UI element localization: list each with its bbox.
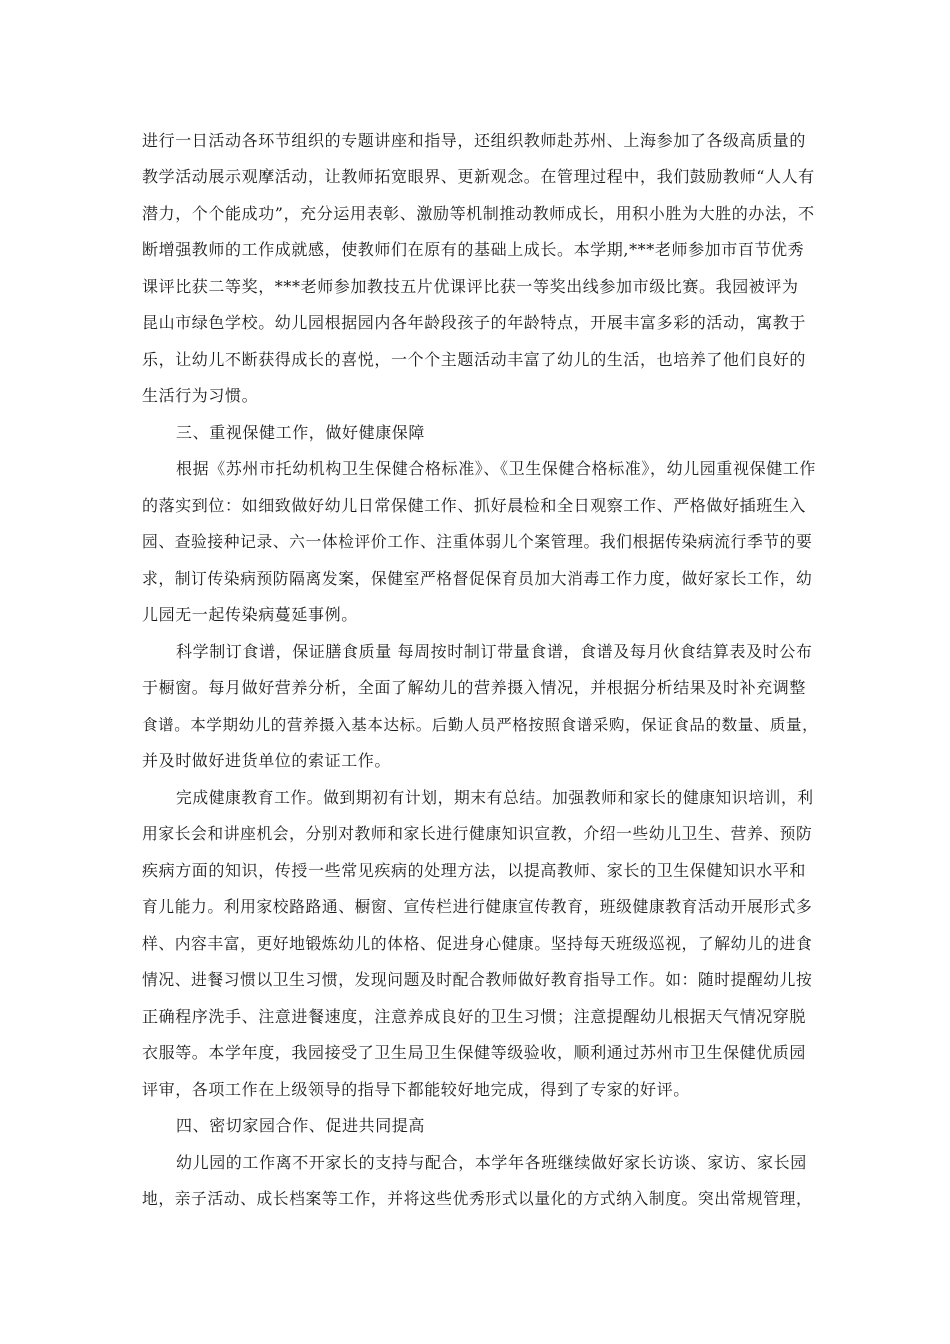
paragraph-line: 教学活动展示观摩活动，让教师拓宽眼界、更新观念。在管理过程中，我们鼓励教师“人人有 xyxy=(142,167,815,186)
paragraph-line: 的落实到位：如细致做好幼儿日常保健工作、抓好晨检和全日观察工作、严格做好插班生入 xyxy=(142,496,807,515)
paragraph-line: 情况、进餐习惯以卫生习惯，发现问题及时配合教师做好教育指导工作。如：随时提醒幼儿按 xyxy=(142,970,813,989)
paragraph-line: 生活行为习惯。 xyxy=(142,386,259,405)
paragraph-line: 科学制订食谱，保证膳食质量 每周按时制订带量食谱，食谱及每月伙食结算表及时公布 xyxy=(176,642,813,661)
paragraph-line: 幼儿园的工作离不开家长的支持与配合，本学年各班继续做好家长访谈、家访、家长园 xyxy=(176,1153,807,1172)
paragraph-line: 正确程序洗手、注意进餐速度，注意养成良好的卫生习惯；注意提醒幼儿根据天气情况穿脱 xyxy=(142,1007,807,1026)
paragraph-line: 潜力，个个能成功”，充分运用表彰、激励等机制推动教师成长，用积小胜为大胜的办法，不 xyxy=(142,204,815,223)
paragraph-line: 课评比获二等奖，***老师参加教技五片优课评比获一等奖出线参加市级比赛。我园被评为 xyxy=(142,277,799,296)
paragraph-line: 育儿能力。利用家校路路通、橱窗、宣传栏进行健康宣传教育，班级健康教育活动开展形式多 xyxy=(142,897,813,916)
paragraph-line: 进行一日活动各环节组织的专题讲座和指导，还组织教师赴苏州、上海参加了各级高质量的 xyxy=(142,131,807,150)
paragraph-line: 地，亲子活动、成长档案等工作，并将这些优秀形式以量化的方式纳入制度。突出常规管理， xyxy=(142,1189,813,1208)
paragraph-line: 根据《苏州市托幼机构卫生保健合格标准》、《卫生保健合格标准》，幼儿园重视保健工作 xyxy=(176,459,817,478)
paragraph-line: 评审，各项工作在上级领导的指导下都能较好地完成，得到了专家的好评。 xyxy=(142,1080,690,1099)
paragraph-line: 昆山市绿色学校。幼儿园根据园内各年龄段孩子的年龄特点，开展丰富多彩的活动，寓教于 xyxy=(142,313,807,332)
paragraph-line: 完成健康教育工作。做到期初有计划，期末有总结。加强教师和家长的健康知识培训，利 xyxy=(176,788,814,807)
paragraph-line: 用家长会和讲座机会，分别对教师和家长进行健康知识宣教，介绍一些幼儿卫生、营养、预防 xyxy=(142,824,813,843)
paragraph-line: 于橱窗。每月做好营养分析，全面了解幼儿的营养摄入情况，并根据分析结果及时补充调整 xyxy=(142,678,807,697)
paragraph-line: 并及时做好进货单位的索证工作。 xyxy=(142,751,392,770)
section-heading-4: 四、密切家园合作、促进共同提高 xyxy=(176,1116,426,1135)
paragraph-line: 食谱。本学期幼儿的营养摄入基本达标。后勤人员严格按照食谱采购，保证食品的数量、质量， xyxy=(142,716,819,734)
section-heading-3: 三、重视保健工作，做好健康保障 xyxy=(176,423,426,442)
paragraph-line: 断增强教师的工作成就感，使教师们在原有的基础上成长。本学期,***老师参加市百节优秀 xyxy=(142,240,805,259)
paragraph-line: 疾病方面的知识，传授一些常见疾病的处理方法，以提高教师、家长的卫生保健知识水平和 xyxy=(142,861,807,880)
paragraph-line: 儿园无一起传染病蔓延事例。 xyxy=(142,605,358,624)
paragraph-line: 样、内容丰富，更好地锻炼幼儿的体格、促进身心健康。坚持每天班级巡视，了解幼儿的进食 xyxy=(142,934,813,953)
paragraph-line: 园、查验接种记录、六一体检评价工作、注重体弱儿个案管理。我们根据传染病流行季节的要 xyxy=(142,532,813,551)
paragraph-line: 衣服等。本学年度，我园接受了卫生局卫生保健等级验收，顺利通过苏州市卫生保健优质园 xyxy=(142,1043,807,1062)
paragraph-line: 求，制订传染病预防隔离发案，保健室严格督促保育员加大消毒工作力度，做好家长工作，幼 xyxy=(142,569,813,588)
paragraph-line: 乐，让幼儿不断获得成长的喜悦，一个个主题活动丰富了幼儿的生活，也培养了他们良好的 xyxy=(142,350,807,369)
